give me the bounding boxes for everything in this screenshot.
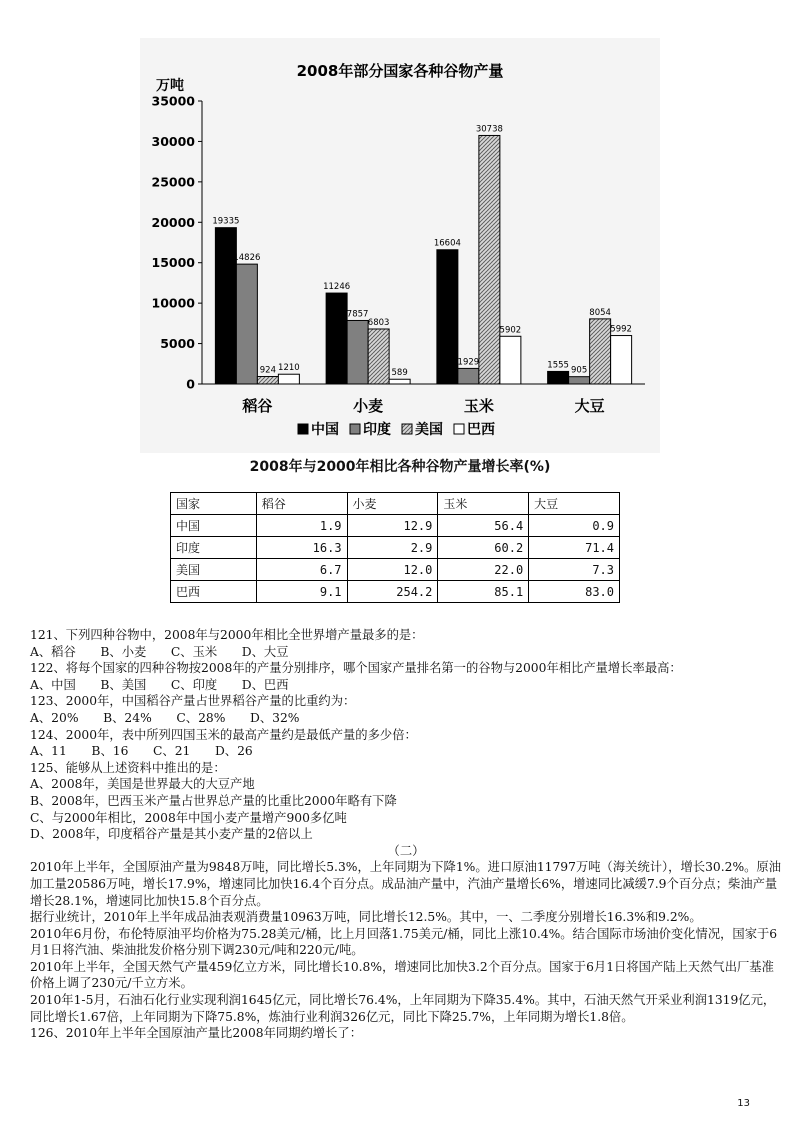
bar xyxy=(569,377,590,384)
table-cell: 1.9 xyxy=(256,515,347,537)
question-line: 123、2000年，中国稻谷产量占世界稻谷产量的比重约为： xyxy=(30,694,356,709)
answer-options: A、稻谷 B、小麦 C、玉米 D、大豆 xyxy=(30,644,289,659)
table-cell: 60.2 xyxy=(438,537,529,559)
bar xyxy=(437,250,458,384)
question-line: 126、2010年上半年全国原油产量比2008年同期约增长了： xyxy=(30,1026,362,1041)
bar xyxy=(389,379,410,384)
bar xyxy=(590,319,611,384)
y-axis-label: 万吨 xyxy=(156,78,184,94)
y-tick-label: 10000 xyxy=(151,295,195,311)
y-tick-label: 0 xyxy=(186,376,195,392)
section-heading: （二） xyxy=(387,843,425,858)
answer-options: A、中国 B、美国 C、印度 D、巴西 xyxy=(30,677,289,692)
answer-options: A、20% B、24% C、28% D、32% xyxy=(30,710,300,725)
bar xyxy=(347,320,368,384)
data-label: 8054 xyxy=(589,307,611,318)
bar xyxy=(500,336,521,384)
data-label: 589 xyxy=(391,368,408,379)
legend-swatch xyxy=(402,424,412,434)
table-title: 2008年与2000年相比各种谷物产量增长率(%) xyxy=(249,459,551,475)
question-line: 124、2000年，表中所列四国玉米的最高产量约是最低产量的多少倍： xyxy=(30,727,417,742)
question-line: 122、将每个国家的四种谷物按2008年的产量分别排序，哪个国家产量排名第一的谷物与2000年相比产量增长率最高： xyxy=(30,661,682,676)
bar xyxy=(326,293,347,384)
table-cell: 中国 xyxy=(171,515,257,537)
legend-swatch xyxy=(350,424,360,434)
table-row xyxy=(171,537,620,559)
header-cell: 小麦 xyxy=(347,493,438,515)
grain-output-chart xyxy=(140,38,660,453)
table-cell: 71.4 xyxy=(529,537,620,559)
header-cell: 国家 xyxy=(171,493,257,515)
bar xyxy=(548,371,569,384)
question-line: 121、下列四种谷物中，2008年与2000年相比全世界增产量最多的是： xyxy=(30,628,424,642)
grain-output-chart-svg xyxy=(140,38,660,453)
data-label: 14826 xyxy=(233,253,261,264)
bar xyxy=(479,135,500,384)
bar xyxy=(368,329,389,384)
x-tick-label: 小麦 xyxy=(353,397,384,415)
page-number: 13 xyxy=(737,1098,750,1109)
y-tick-label: 35000 xyxy=(151,93,195,109)
bar xyxy=(278,374,299,384)
table-cell: 16.3 xyxy=(256,537,347,559)
bar xyxy=(458,368,479,384)
y-tick-label: 25000 xyxy=(151,174,195,190)
chart-title: 2008年部分国家各种谷物产量 xyxy=(296,62,504,80)
question-text xyxy=(30,627,782,1042)
legend-label: 中国 xyxy=(311,422,339,438)
table-cell: 85.1 xyxy=(438,581,529,603)
answer-option: A、2008年，美国是世界最大的大豆产地 xyxy=(30,777,255,792)
data-label: 11246 xyxy=(323,282,351,293)
table-cell: 12.0 xyxy=(347,559,438,581)
bar xyxy=(257,377,278,384)
data-label: 5992 xyxy=(610,324,632,335)
growth-rate-table xyxy=(170,492,620,603)
x-tick-label: 玉米 xyxy=(463,397,494,415)
x-tick-label: 稻谷 xyxy=(242,397,273,415)
legend-swatch xyxy=(454,424,464,434)
table-cell: 2.9 xyxy=(347,537,438,559)
table-row xyxy=(171,581,620,603)
table-header-row xyxy=(171,493,620,515)
y-tick-label: 20000 xyxy=(151,214,195,230)
data-label: 5902 xyxy=(499,325,522,336)
data-label: 19335 xyxy=(212,216,240,227)
body-paragraph: 2010年上半年，全国天然气产量459亿立方米，同比增长10.8%，增速同比加快3.2个百分点。国家于6月1日将国产陆上天然气出厂基准价格上调了230元/千立方米。 xyxy=(30,959,774,991)
data-label: 1210 xyxy=(278,363,300,374)
data-label: 924 xyxy=(259,365,276,376)
bar xyxy=(236,264,257,384)
y-tick-label: 5000 xyxy=(160,336,195,352)
table-cell: 12.9 xyxy=(347,515,438,537)
data-label: 905 xyxy=(571,365,588,376)
table-cell: 22.0 xyxy=(438,559,529,581)
data-label: 1555 xyxy=(547,360,569,371)
bar xyxy=(215,228,236,384)
table-cell: 6.7 xyxy=(256,559,347,581)
table-cell: 56.4 xyxy=(438,515,529,537)
data-label: 7857 xyxy=(346,309,369,320)
y-tick-label: 15000 xyxy=(151,255,195,271)
header-cell: 稻谷 xyxy=(256,493,347,515)
answer-options: A、11 B、16 C、21 D、26 xyxy=(30,744,253,759)
body-paragraph: 2010年1-5月，石油石化行业实现利润1645亿元，同比增长76.4%，上年同期为下降35.4%。其中，石油天然气开采业利润1319亿元，同比增长1.67倍，上年同期为下降75.8%，炼油行业利润326亿元，同比下降25.7%，上年同期为增长1.8倍。 xyxy=(30,993,776,1024)
table-row xyxy=(171,559,620,581)
table-cell: 9.1 xyxy=(256,581,347,603)
table-cell: 美国 xyxy=(171,559,257,581)
data-label: 16604 xyxy=(433,238,461,249)
table-row xyxy=(171,515,620,537)
legend-label: 巴西 xyxy=(467,422,495,438)
legend-label: 印度 xyxy=(363,422,391,438)
body-paragraph: 2010年上半年，全国原油产量为9848万吨，同比增长5.3%，上年同期为下降1%。进口原油11797万吨（海关统计），增长30.2%。原油加工量20586万吨，增长17.9%，增速同比加快16.4个百分点。成品油产量中，汽油产量增长6%，增速同比减缓7.9个百分点；柴油产量增长28.1%，增速同比加快15.8个百分点。 xyxy=(30,860,782,908)
body-paragraph: 据行业统计，2010年上半年成品油表观消费量10963万吨，同比增长12.5%。其中，一、二季度分别增长16.3%和9.2%。 xyxy=(30,910,702,925)
answer-option: D、2008年，印度稻谷产量是其小麦产量的2倍以上 xyxy=(30,827,313,842)
y-tick-label: 30000 xyxy=(151,133,195,149)
bar xyxy=(611,336,632,384)
x-tick-label: 大豆 xyxy=(574,397,605,415)
header-cell: 大豆 xyxy=(529,493,620,515)
data-label: 30738 xyxy=(475,124,503,135)
table-cell: 印度 xyxy=(171,537,257,559)
answer-option: B、2008年，巴西玉米产量占世界总产量的比重比2000年略有下降 xyxy=(30,793,397,808)
table-cell: 7.3 xyxy=(529,559,620,581)
data-label: 6803 xyxy=(367,317,390,328)
table-cell: 83.0 xyxy=(529,581,620,603)
answer-option: C、与2000年相比，2008年中国小麦产量增产900多亿吨 xyxy=(30,810,347,825)
legend-swatch xyxy=(298,424,308,434)
data-label: 1929 xyxy=(457,357,480,368)
question-line: 125、能够从上述资料中推出的是： xyxy=(30,760,226,775)
table-cell: 巴西 xyxy=(171,581,257,603)
table-cell: 0.9 xyxy=(529,515,620,537)
table-cell: 254.2 xyxy=(347,581,438,603)
header-cell: 玉米 xyxy=(438,493,529,515)
body-paragraph: 2010年6月份，布伦特原油平均价格为75.28美元/桶，比上月回落1.75美元/桶，同比上涨10.4%。结合国际市场油价变化情况，国家于6月1日将汽油、柴油批发价格分别下调230元/吨和220元/吨。 xyxy=(30,926,778,958)
legend-label: 美国 xyxy=(415,422,443,438)
